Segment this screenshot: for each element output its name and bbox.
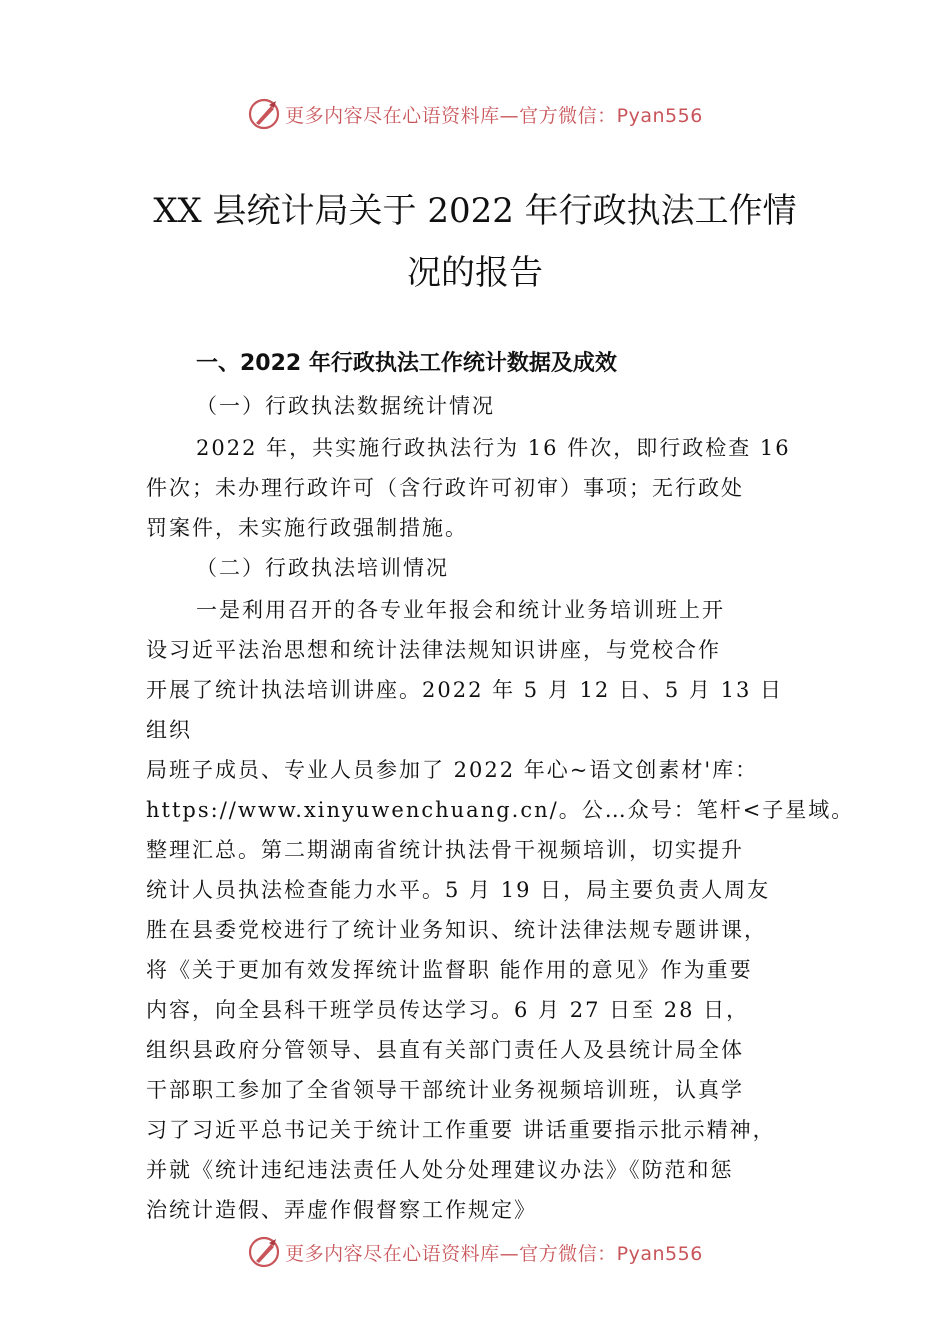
paragraph-2 xyxy=(146,590,855,1230)
banner-text: 更多内容尽在心语资料库—官方微信：Pyan556 xyxy=(285,104,703,127)
paragraph-2-line: 一是利用召开的各专业年报会和统计业务培训班上开 xyxy=(196,598,725,622)
paragraph-2-line: 整理汇总。第二期湖南省统计执法骨干视频培训，切实提升 xyxy=(146,838,744,862)
section-1-heading: 一、2022 年行政执法工作统计数据及成效 xyxy=(196,351,617,376)
paragraph-1-line: 2022 年，共实施行政执法行为 16 件次，即行政检查 16 xyxy=(196,436,791,460)
paragraph-2-line: 治统计造假、弄虚作假督察工作规定》 xyxy=(146,1198,537,1222)
paragraph-2-line: 胜在县委党校进行了统计业务知识、统计法律法规专题讲课， xyxy=(146,918,767,942)
paragraph-2-line: https://www.xinyuwenchuang.cn/。公…众号：笔杆<子星域。 xyxy=(146,798,855,822)
paragraph-2-line: 组织县政府分管领导、县直有关部门责任人及县统计局全体 xyxy=(146,1038,744,1062)
paragraph-2-line: 设习近平法治思想和统计法律法规知识讲座，与党校合作 xyxy=(146,638,721,662)
paragraph-2-line: 组织 xyxy=(146,718,192,742)
paragraph-2-line: 局班子成员、专业人员参加了 2022 年心~语文创素材'库： xyxy=(146,758,759,782)
footer-banner xyxy=(0,1232,950,1272)
paragraph-2-line: 内容，向全县科干班学员传达学习。6 月 27 日至 28 日， xyxy=(146,998,750,1022)
paragraph-2-line: 统计人员执法检查能力水平。5 月 19 日，局主要负责人周友 xyxy=(146,878,771,902)
banner-text: 更多内容尽在心语资料库—官方微信：Pyan556 xyxy=(285,1242,703,1265)
paragraph-2-line: 开展了统计执法培训讲座。2022 年 5 月 12 日、5 月 13 日 xyxy=(146,678,784,702)
header-banner xyxy=(0,94,950,134)
paragraph-2-line: 习了习近平总书记关于统计工作重要 讲话重要指示批示精神， xyxy=(146,1118,776,1142)
paragraph-2-line: 并就《统计违纪违法责任人处分处理建议办法》《防范和惩 xyxy=(146,1158,734,1182)
subsection-2-heading: （二）行政执法培训情况 xyxy=(196,556,449,580)
paragraph-1-line: 件次；未办理行政许可（含行政许可初审）事项；无行政处 xyxy=(146,476,744,500)
quill-logo-icon xyxy=(247,97,281,131)
document-title xyxy=(130,180,820,304)
paragraph-1-line: 罚案件，未实施行政强制措施。 xyxy=(146,516,468,540)
paragraph-1 xyxy=(146,428,836,548)
quill-logo-icon xyxy=(247,1235,281,1269)
paragraph-2-line: 将《关于更加有效发挥统计监督职 能作用的意见》作为重要 xyxy=(146,958,753,982)
title-line-2: 况的报告 xyxy=(407,253,543,293)
paragraph-2-line: 干部职工参加了全省领导干部统计业务视频培训班，认真学 xyxy=(146,1078,744,1102)
subsection-1-heading: （一）行政执法数据统计情况 xyxy=(196,394,495,418)
title-line-1: XX 县统计局关于 2022 年行政执法工作情 xyxy=(153,191,797,231)
